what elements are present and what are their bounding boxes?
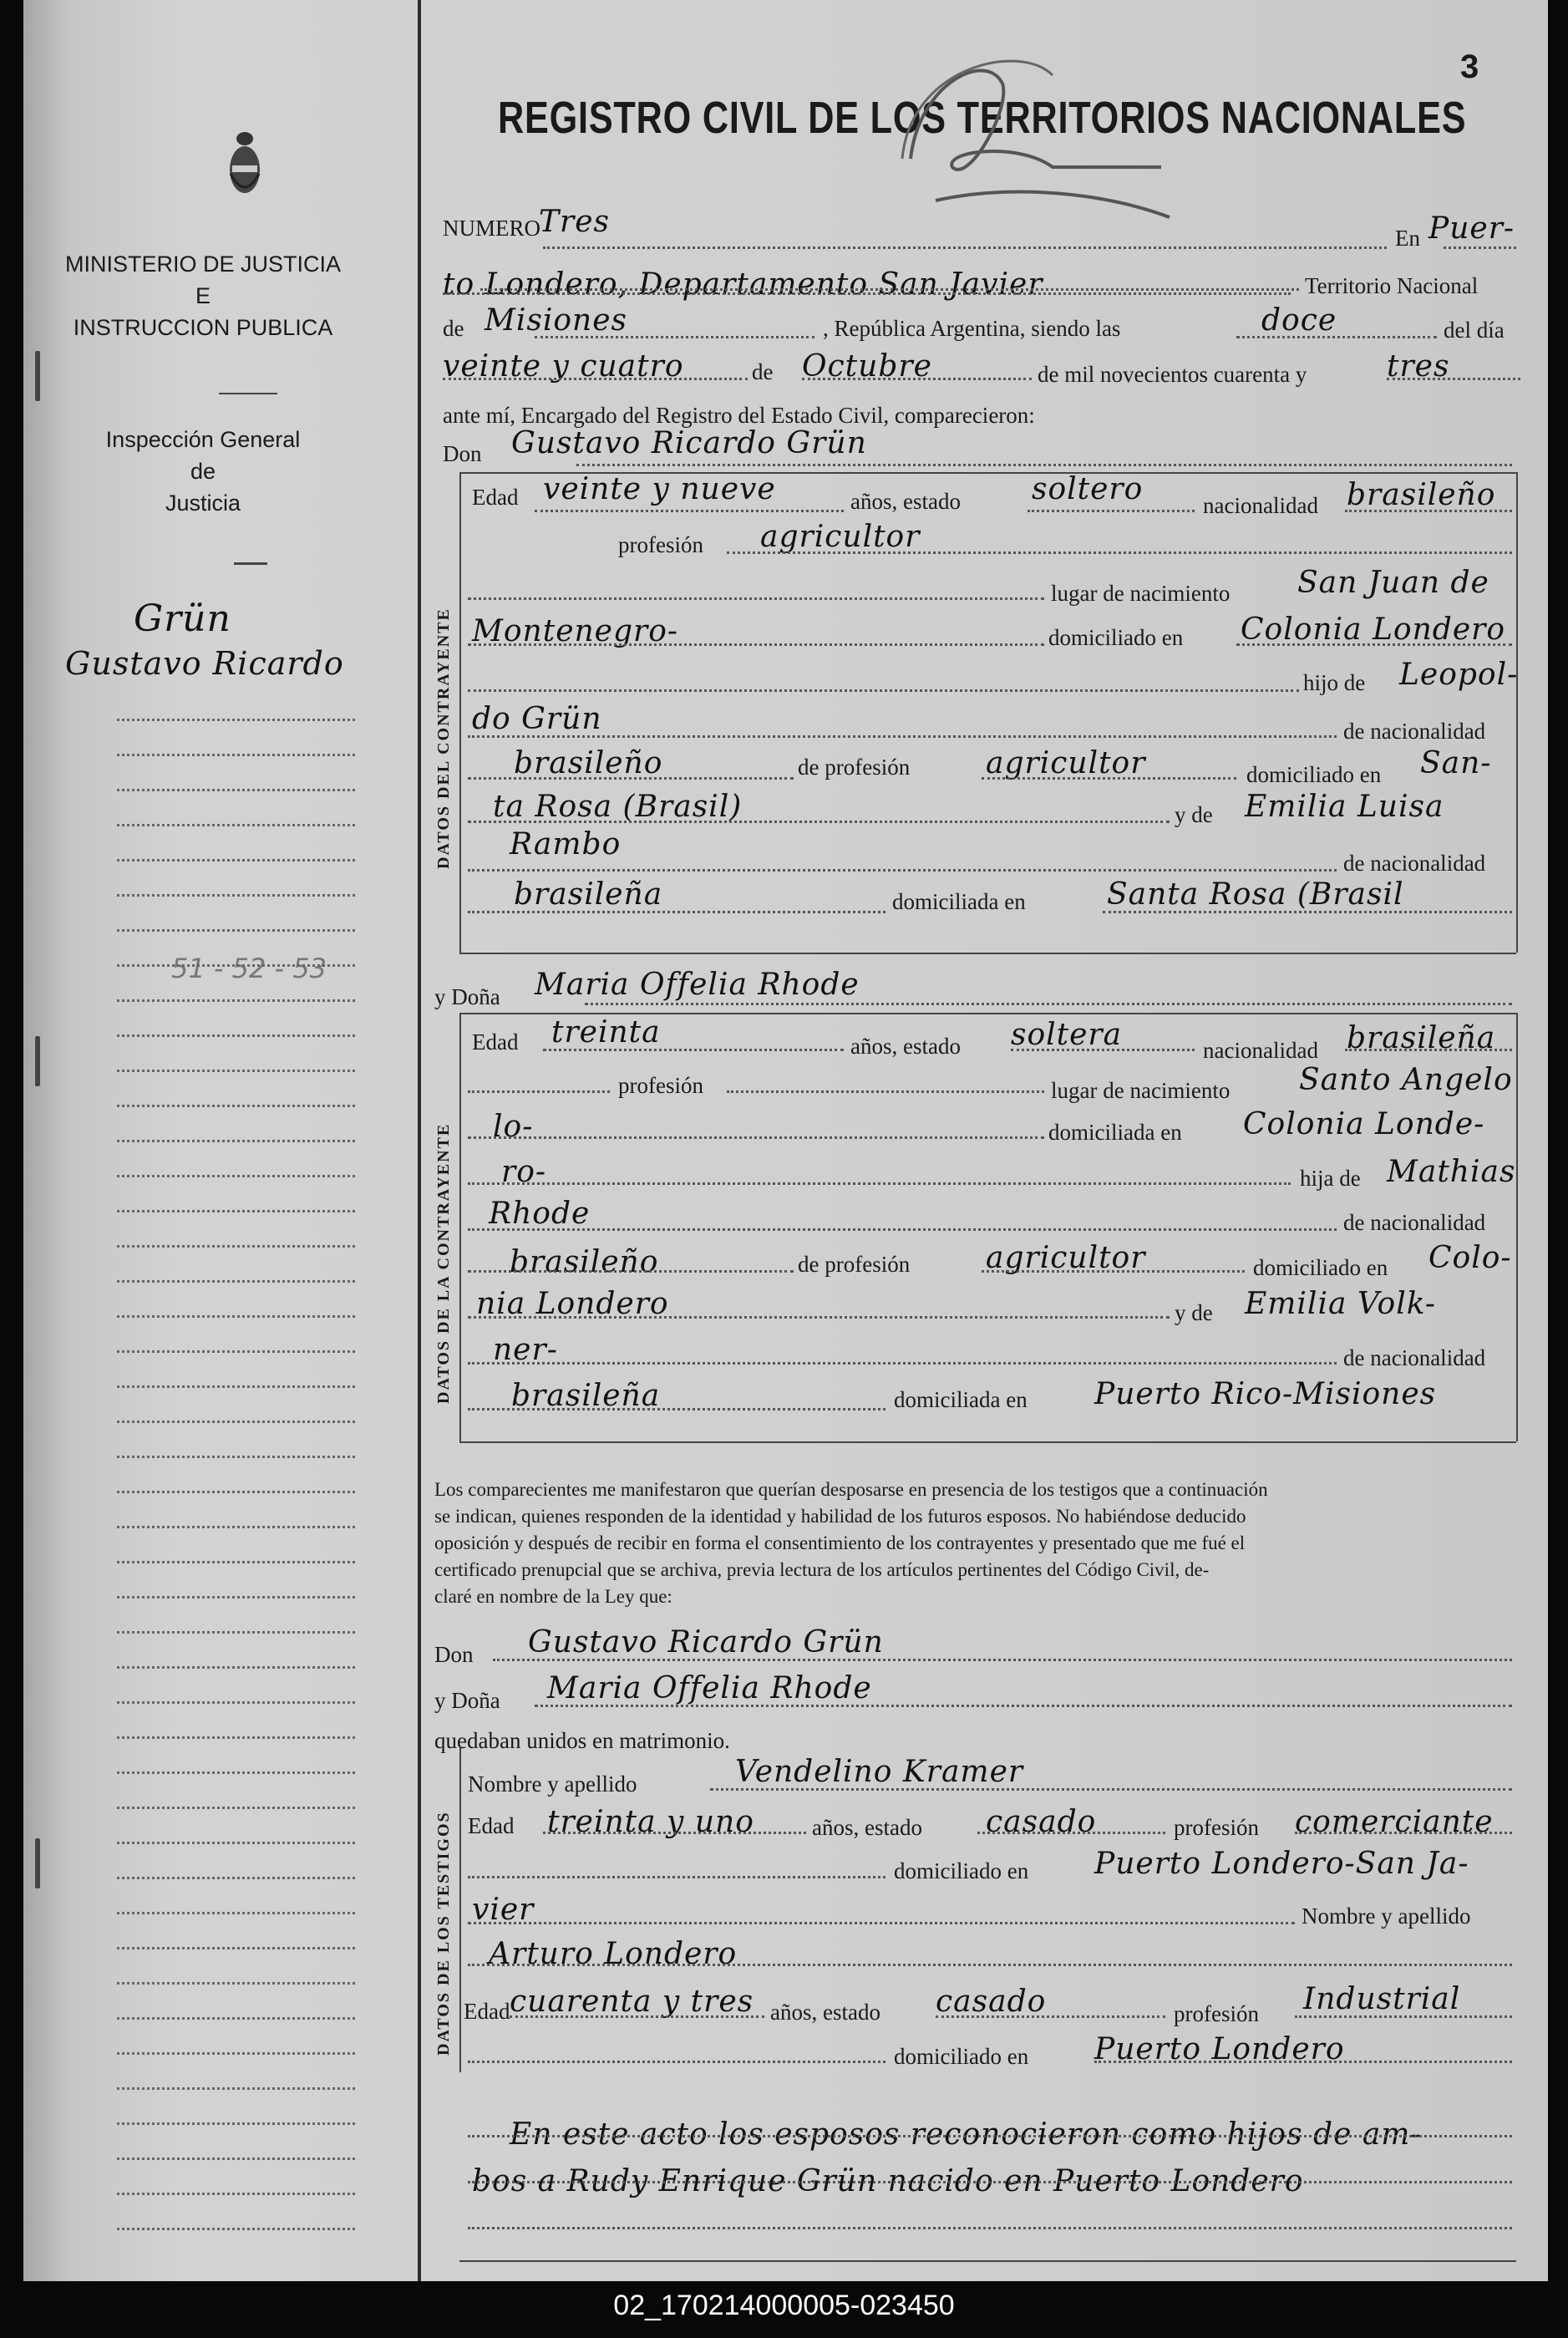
dotted-fill-line xyxy=(468,2061,885,2063)
de-label: de xyxy=(752,359,774,384)
domiciliado-en-label: domiciliado en xyxy=(1246,762,1382,787)
dotted-fill-line xyxy=(982,777,1236,780)
signature-stamp xyxy=(885,33,1186,226)
witness-1-dom-1: Puerto Londero-San Ja- xyxy=(1094,1847,1469,1881)
dotted-fill-line xyxy=(468,689,1299,692)
republica-label: , República Argentina, siendo las xyxy=(823,316,1121,341)
dotted-fill-line xyxy=(468,1228,1337,1231)
bride-mother-nac: brasileña xyxy=(511,1379,661,1413)
dotted-fill-line xyxy=(1345,510,1512,512)
don-label: Don xyxy=(434,1642,474,1667)
inspection-line: de xyxy=(190,458,216,484)
bride-father-nac: brasileño xyxy=(510,1245,659,1279)
dotted-fill-line xyxy=(493,1659,1512,1661)
edad-label: Edad xyxy=(464,1999,510,2024)
edad-label: Edad xyxy=(472,485,519,510)
bride-mother-1: Emilia Volk- xyxy=(1245,1287,1437,1321)
dotted-fill-line xyxy=(1444,247,1516,249)
groom-nacionalidad: brasileño xyxy=(1347,478,1496,512)
margin-given-names: Gustavo Ricardo xyxy=(65,645,344,682)
don-label: Don xyxy=(443,441,482,466)
dotted-fill-line xyxy=(585,1003,1512,1005)
dotted-fill-line xyxy=(982,1270,1245,1273)
margin-ruled-line xyxy=(117,1526,355,1528)
territory-value: Misiones xyxy=(485,303,628,338)
groom-mother-dom: Santa Rosa (Brasil xyxy=(1107,877,1404,912)
margin-ruled-line xyxy=(117,1701,355,1704)
place-line-1: Puer- xyxy=(1428,211,1515,246)
year-value: tres xyxy=(1387,349,1450,384)
de-label: de xyxy=(443,316,464,341)
dotted-fill-line xyxy=(1236,336,1437,338)
witness-2-age: cuarenta y tres xyxy=(510,1985,754,2019)
dotted-fill-line xyxy=(1028,510,1195,512)
margin-ruled-line xyxy=(117,1912,355,1914)
dotted-fill-line xyxy=(1011,1049,1195,1051)
margin-ruled-line xyxy=(117,929,355,932)
margin-ruled-line xyxy=(117,2228,355,2230)
groom-lugar-2: Montenegro- xyxy=(472,614,679,648)
witness-1-age: treinta y uno xyxy=(547,1805,754,1839)
en-label: En xyxy=(1395,226,1420,251)
margin-ruled-line xyxy=(117,1175,355,1177)
section-rule xyxy=(459,1441,1516,1443)
groom-domicilio: Colonia Londero xyxy=(1241,612,1506,647)
bride-mother-dom: Puerto Rico-Misiones xyxy=(1094,1377,1437,1411)
groom-mother-1: Emilia Luisa xyxy=(1245,790,1444,824)
margin-ruled-line xyxy=(117,1350,355,1353)
witness-1-prof: comerciante xyxy=(1295,1805,1494,1839)
declaration-paragraph-line: oposición y después de recibir en forma el consentimiento de los contrayentes y presentado que me fué el xyxy=(434,1532,1246,1553)
section-rule xyxy=(459,472,1516,474)
groom-father-1: Leopol- xyxy=(1399,658,1519,692)
groom-estado: soltero xyxy=(1032,472,1144,506)
dotted-fill-line xyxy=(543,1049,844,1051)
edad-label: Edad xyxy=(468,1813,515,1838)
numero-label: NUMERO xyxy=(443,216,541,241)
hour-value: doce xyxy=(1261,303,1337,338)
margin-ruled-line xyxy=(117,1385,355,1388)
dotted-fill-line xyxy=(443,292,1291,295)
binding-hole xyxy=(35,1838,40,1888)
numero-value: Tres xyxy=(539,205,610,239)
margin-ruled-line xyxy=(117,1140,355,1142)
day-value: veinte y cuatro xyxy=(443,349,684,384)
domiciliada-label: domiciliada en xyxy=(892,889,1026,914)
bride-lugar-2: lo- xyxy=(493,1110,534,1144)
declaration-paragraph-line: certificado prenupcial que se archiva, previa lectura de los artículos pertinentes del Código Civil, de- xyxy=(434,1559,1210,1580)
domiciliada-label: domiciliada en xyxy=(1048,1120,1182,1145)
page-number: 3 xyxy=(1460,48,1479,85)
dotted-fill-line xyxy=(468,2181,1512,2183)
dotted-fill-line xyxy=(535,1705,1512,1707)
document-title: REGISTRO CIVIL DE LOS TERRITORIOS NACIONALES xyxy=(498,93,1467,143)
margin-ruled-line xyxy=(117,1280,355,1283)
dotted-fill-line xyxy=(468,1270,794,1273)
witness-2-estado: casado xyxy=(936,1985,1047,2019)
margin-ruled-line xyxy=(117,999,355,1002)
bride-domicilio-2: ro- xyxy=(501,1155,547,1189)
margin-ruled-line xyxy=(117,719,355,721)
de-profesion-label: de profesión xyxy=(798,1252,911,1277)
bride-mother-2: ner- xyxy=(493,1333,558,1367)
inspection-heading xyxy=(12,424,394,519)
dotted-fill-line xyxy=(480,288,1299,291)
declaration-bride: Maria Offelia Rhode xyxy=(547,1671,872,1705)
y-de-label: y de xyxy=(1175,802,1213,827)
bride-father-dom-1: Colo- xyxy=(1428,1241,1512,1275)
dotted-fill-line xyxy=(936,2015,1165,2018)
profesion-label: profesión xyxy=(1174,2001,1259,2026)
nacionalidad-label: nacionalidad xyxy=(1203,493,1318,518)
de-nacionalidad-label: de nacionalidad xyxy=(1343,719,1486,744)
hija-label: hija de xyxy=(1300,1166,1361,1191)
margin-ruled-line xyxy=(117,1105,355,1107)
bride-father-2: Rhode xyxy=(489,1197,591,1231)
ante-label: ante mí, Encargado del Registro del Estado Civil, comparecieron: xyxy=(443,403,1035,428)
margin-ruled-line xyxy=(117,1666,355,1669)
witnesses-section-label: DATOS DE LOS TESTIGOS xyxy=(434,1811,453,2056)
margin-ruled-line xyxy=(117,1596,355,1598)
domiciliado-label: domiciliado en xyxy=(894,1858,1029,1883)
dotted-fill-line xyxy=(468,869,1337,872)
place-line-2: to Londero, Departamento San Javier xyxy=(443,267,1043,302)
dotted-fill-line xyxy=(468,911,885,913)
anos-label: años, estado xyxy=(850,489,961,514)
dotted-fill-line xyxy=(468,2135,1512,2137)
margin-ruled-line xyxy=(117,859,355,862)
groom-section-label: DATOS DEL CONTRAYENTE xyxy=(434,607,453,869)
dotted-fill-line xyxy=(710,1788,1512,1791)
dona-label: y Doña xyxy=(434,1688,500,1713)
section-bracket xyxy=(1516,1013,1518,1441)
margin-ruled-line xyxy=(117,2017,355,2020)
margin-ruled-line xyxy=(117,1771,355,1774)
dotted-fill-line xyxy=(468,1876,885,1878)
image-footer xyxy=(0,2281,1568,2338)
united-label: quedaban unidos en matrimonio. xyxy=(434,1728,730,1753)
dotted-fill-line xyxy=(468,735,1337,738)
groom-age: veinte y nueve xyxy=(543,472,776,506)
margin-ruled-line xyxy=(117,1877,355,1879)
margin-ruled-line xyxy=(117,1245,355,1248)
section-rule xyxy=(459,1013,1516,1014)
dotted-fill-line xyxy=(543,1832,806,1834)
bride-section-label: DATOS DE LA CONTRAYENTE xyxy=(434,1122,453,1404)
dotted-fill-line xyxy=(468,1922,1295,1924)
year-label: de mil novecientos cuarenta y xyxy=(1038,362,1307,387)
inspection-line: Inspección General xyxy=(105,427,301,452)
margin-ruled-line xyxy=(117,1070,355,1072)
witness-2-prof: Industrial xyxy=(1303,1982,1461,2016)
margin-ruled-line xyxy=(117,1947,355,1949)
margin-ruled-line xyxy=(117,1421,355,1423)
dotted-fill-line xyxy=(468,1182,1291,1185)
anos-label: años, estado xyxy=(850,1034,961,1059)
margin-ruled-line xyxy=(117,1736,355,1739)
del-dia-label: del día xyxy=(1444,318,1505,343)
margin-ruled-line xyxy=(117,2158,355,2160)
territorio-label: Territorio Nacional xyxy=(1305,273,1479,298)
dotted-fill-line xyxy=(1103,911,1512,913)
margin-ruled-line xyxy=(117,1561,355,1563)
nacionalidad-label: nacionalidad xyxy=(1203,1038,1318,1063)
edad-label: Edad xyxy=(472,1029,519,1055)
bride-estado: soltera xyxy=(1011,1018,1123,1052)
margin-numbers: 51 - 52 - 53 xyxy=(171,953,327,984)
y-de-label: y de xyxy=(1175,1300,1213,1325)
dotted-fill-line xyxy=(576,464,1512,466)
groom-father-dom-1: San- xyxy=(1420,746,1492,780)
groom-mother-nac: brasileña xyxy=(514,877,663,912)
dona-label: y Doña xyxy=(434,984,500,1009)
bride-lugar-1: Santo Angelo xyxy=(1299,1063,1513,1097)
margin-ruled-line xyxy=(117,2052,355,2055)
section-rule xyxy=(459,2260,1516,2262)
dotted-fill-line xyxy=(535,510,844,512)
dotted-fill-line xyxy=(468,1408,885,1410)
groom-profesion: agricultor xyxy=(760,520,921,554)
section-bracket xyxy=(459,1013,461,1441)
bride-nacionalidad: brasileña xyxy=(1347,1021,1496,1055)
dotted-fill-line xyxy=(468,777,794,780)
groom-father-2: do Grün xyxy=(472,702,602,736)
domiciliado-label: domiciliado en xyxy=(894,2044,1029,2069)
bride-father-prof: agricultor xyxy=(986,1241,1146,1275)
margin-ruled-line xyxy=(117,1842,355,1844)
dotted-fill-line xyxy=(977,1832,1165,1834)
witness-1-name: Vendelino Kramer xyxy=(735,1755,1024,1789)
margin-ruled-line xyxy=(117,1807,355,1809)
margin-surname: Grün xyxy=(134,597,231,640)
section-bracket xyxy=(459,472,461,953)
dotted-fill-line xyxy=(1094,2061,1512,2063)
dotted-fill-line xyxy=(468,1964,1512,1966)
dotted-fill-line xyxy=(1387,378,1520,380)
dotted-fill-line xyxy=(535,336,814,338)
groom-father-dom-2: ta Rosa (Brasil) xyxy=(493,790,743,824)
dotted-fill-line xyxy=(1236,643,1512,646)
profesion-label: profesión xyxy=(618,1073,703,1098)
ministry-heading xyxy=(12,249,394,343)
margin-ruled-line xyxy=(117,1034,355,1037)
de-nacionalidad-label: de nacionalidad xyxy=(1343,1210,1486,1235)
image-id: 02_170214000005-023450 xyxy=(613,2290,955,2321)
section-rule xyxy=(459,953,1516,954)
declaration-paragraph-line: claré en nombre de la Ley que: xyxy=(434,1586,672,1607)
month-value: Octubre xyxy=(802,349,932,384)
ministry-line: E xyxy=(195,282,211,308)
dotted-fill-line xyxy=(543,247,1387,249)
dotted-fill-line xyxy=(468,1362,1337,1365)
margin-ruled-line xyxy=(117,789,355,791)
anos-label: años, estado xyxy=(812,1815,922,1840)
bride-name: Maria Offelia Rhode xyxy=(535,968,860,1002)
dotted-fill-line xyxy=(468,1316,1170,1319)
dotted-fill-line xyxy=(1295,2015,1512,2018)
margin-ruled-line xyxy=(117,1631,355,1634)
margin-ruled-line xyxy=(117,1982,355,1985)
witness-2-dom: Puerto Londero xyxy=(1094,2032,1345,2066)
anos-label: años, estado xyxy=(770,2000,880,2025)
bride-age: treinta xyxy=(551,1015,661,1050)
domiciliado-label: domiciliado en xyxy=(1048,625,1184,650)
lugar-label: lugar de nacimiento xyxy=(1051,1078,1231,1103)
binding-hole xyxy=(35,1036,40,1086)
nombre-label: Nombre y apellido xyxy=(1302,1903,1471,1929)
divider xyxy=(234,562,267,565)
margin-ruled-line xyxy=(117,964,355,967)
margin-ruled-line xyxy=(117,1315,355,1318)
dotted-fill-line xyxy=(1295,1832,1512,1834)
margin-ruled-line xyxy=(117,1491,355,1493)
profesion-label: profesión xyxy=(1174,1815,1259,1840)
hijo-label: hijo de xyxy=(1303,670,1366,695)
de-profesion-label: de profesión xyxy=(798,755,911,780)
section-bracket xyxy=(1516,472,1518,953)
ministry-line: MINISTERIO DE JUSTICIA xyxy=(64,252,342,277)
lugar-label: lugar de nacimiento xyxy=(1051,581,1231,606)
dotted-fill-line xyxy=(1345,1049,1512,1051)
witness-1-dom-2: vier xyxy=(472,1893,535,1927)
dotted-fill-line xyxy=(468,821,1170,823)
margin-ruled-line xyxy=(117,2193,355,2195)
bride-domicilio-1: Colonia Londe- xyxy=(1243,1107,1485,1141)
note-line-2: bos a Rudy Enrique Grün nacido en Puerto Londero xyxy=(472,2164,1304,2198)
nombre-label: Nombre y apellido xyxy=(468,1771,637,1797)
bride-father-dom-2: nia Londero xyxy=(476,1287,669,1321)
dotted-fill-line xyxy=(727,1090,1044,1093)
dotted-fill-line xyxy=(468,597,1044,600)
margin-ruled-line xyxy=(117,894,355,897)
bride-father-1: Mathias xyxy=(1387,1155,1516,1189)
groom-mother-2: Rambo xyxy=(510,827,622,862)
margin-ruled-line xyxy=(117,754,355,756)
groom-father-nac: brasileño xyxy=(514,746,663,780)
declaration-paragraph-line: se indican, quienes responden de la identidad y habilidad de los futuros esposos. No habiéndose deducido xyxy=(434,1506,1246,1527)
dotted-fill-line xyxy=(802,378,1032,380)
de-nacionalidad-label: de nacionalidad xyxy=(1343,851,1486,876)
margin-ruled-line xyxy=(117,2087,355,2090)
profesion-label: profesión xyxy=(618,532,703,557)
ministry-line: INSTRUCCION PUBLICA xyxy=(73,314,333,340)
declaration-paragraph-line: Los comparecientes me manifestaron que querían desposarse en presencia de los testigos que a continuación xyxy=(434,1479,1268,1500)
dotted-fill-line xyxy=(443,378,748,380)
dotted-fill-line xyxy=(727,551,1512,554)
binding-hole xyxy=(35,351,40,401)
margin-ruled-line xyxy=(117,1210,355,1212)
dotted-fill-line xyxy=(468,1090,610,1093)
groom-father-prof: agricultor xyxy=(986,746,1146,780)
dotted-fill-line xyxy=(510,2015,764,2018)
domiciliada-label: domiciliada en xyxy=(894,1387,1028,1412)
dotted-fill-line xyxy=(468,2227,1512,2229)
note-line-1: En este acto los esposos reconocieron como hijos de am- xyxy=(510,2117,1422,2152)
domiciliado-en-label: domiciliado en xyxy=(1253,1255,1388,1280)
dotted-fill-line xyxy=(468,1136,1044,1139)
declaration-groom: Gustavo Ricardo Grün xyxy=(528,1625,884,1659)
margin-ruled-line xyxy=(117,824,355,826)
inspection-line: Justicia xyxy=(165,490,241,516)
margin-ruled-line xyxy=(117,1456,355,1458)
section-bracket xyxy=(459,1746,461,2072)
de-nacionalidad-label: de nacionalidad xyxy=(1343,1345,1486,1370)
dotted-fill-line xyxy=(468,643,1044,646)
divider xyxy=(219,393,277,394)
witness-1-estado: casado xyxy=(986,1805,1097,1839)
margin-ruled-line xyxy=(117,2122,355,2125)
witness-2-name: Arturo Londero xyxy=(489,1937,738,1971)
coat-of-arms-icon xyxy=(224,124,266,199)
groom-lugar-1: San Juan de xyxy=(1297,566,1489,600)
groom-name: Gustavo Ricardo Grün xyxy=(511,426,867,460)
